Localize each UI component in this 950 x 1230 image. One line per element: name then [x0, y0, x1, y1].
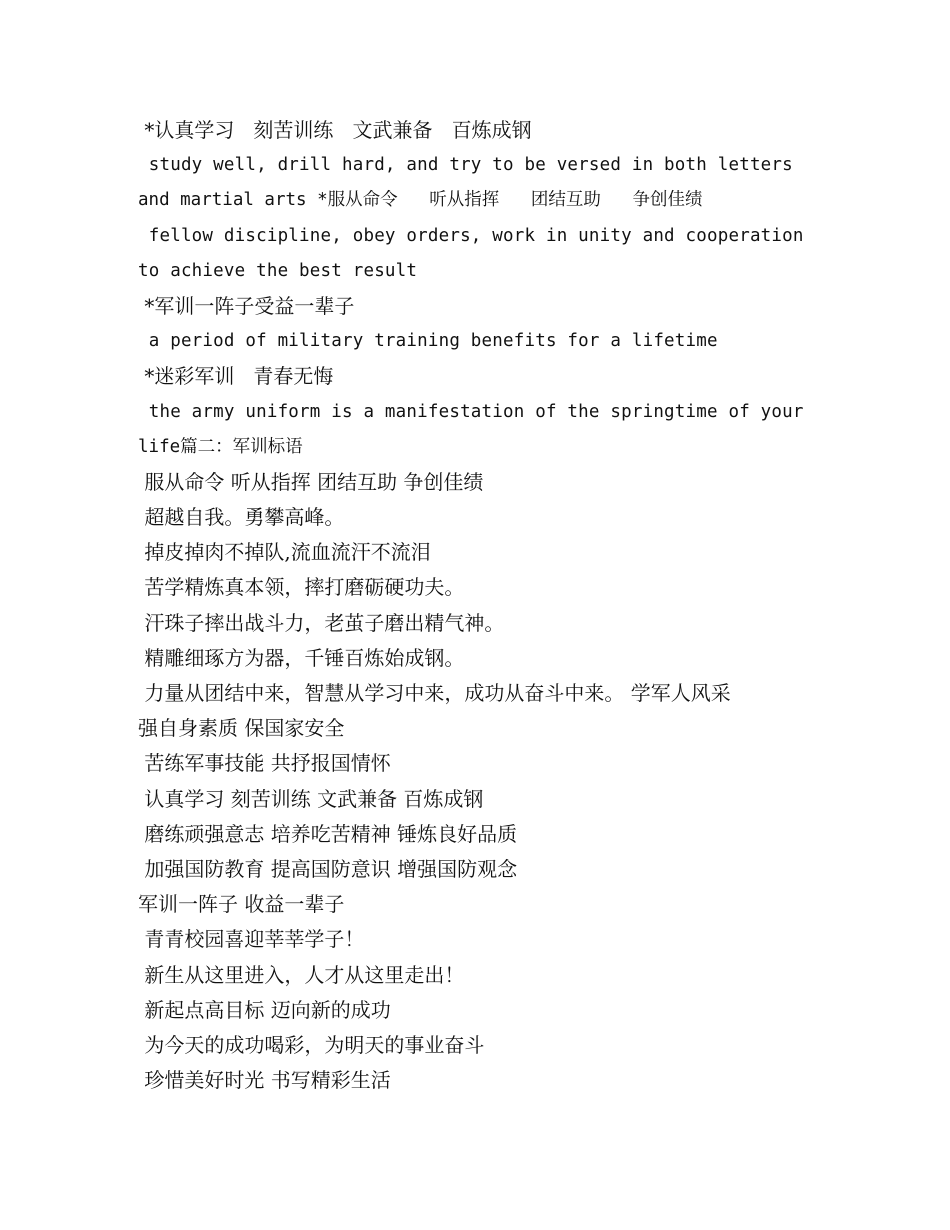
text-line: *认真学习 刻苦训练 文武兼备 百炼成钢 — [138, 118, 532, 142]
text-line: *迷彩军训 青春无悔 — [138, 364, 334, 389]
text-line: 强自身素质 保国家安全 — [138, 716, 345, 741]
text-line: a period of military training benefits for a lifetime — [138, 331, 718, 352]
text-line: study well, drill hard, and try to be versed in both letters — [138, 155, 793, 176]
text-line: 超越自我。勇攀高峰。 — [138, 505, 345, 530]
text-line: 为今天的成功喝彩，为明天的事业奋斗 — [138, 1032, 485, 1057]
text-line: 青青校园喜迎莘莘学子！ — [138, 927, 365, 952]
text-line: and martial arts *服从命令 听从指挥 团结互助 争创佳绩 — [138, 190, 703, 211]
text-line: 精雕细琢方为器，千锤百炼始成钢。 — [138, 645, 465, 670]
text-line: 认真学习 刻苦训练 文武兼备 百炼成钢 — [138, 786, 484, 811]
text-line: fellow discipline, obey orders, work in unity and cooperation — [138, 225, 804, 246]
text-line: 新生从这里进入，人才从这里走出！ — [138, 962, 465, 987]
text-line: 加强国防教育 提高国防意识 增强国防观念 — [138, 856, 518, 881]
text-line: 苦学精炼真本领，摔打磨砺硬功夫。 — [138, 575, 465, 600]
document-body — [138, 113, 818, 1098]
text-line: to achieve the best result — [138, 260, 418, 281]
text-line: 军训一阵子 收益一辈子 — [138, 892, 345, 917]
text-line: 苦练军事技能 共抒报国情怀 — [138, 751, 391, 776]
text-line: 新起点高目标 迈向新的成功 — [138, 997, 391, 1022]
text-line: *军训一阵子受益一辈子 — [138, 293, 355, 318]
text-line: 磨练顽强意志 培养吃苦精神 锤炼良好品质 — [138, 821, 518, 846]
text-line: 珍惜美好时光 书写精彩生活 — [138, 1068, 391, 1093]
text-line: 服从命令 听从指挥 团结互助 争创佳绩 — [138, 469, 484, 494]
text-line: 汗珠子摔出战斗力，老茧子磨出精气神。 — [138, 610, 505, 635]
text-line: 掉皮掉肉不掉队,流血流汗不流泪 — [138, 540, 431, 565]
text-line: 力量从团结中来，智慧从学习中来，成功从奋斗中来。 学军人风采 — [138, 681, 731, 705]
text-line: the army uniform is a manifestation of the springtime of your — [138, 401, 804, 422]
text-line: life篇二：军训标语 — [138, 436, 303, 457]
